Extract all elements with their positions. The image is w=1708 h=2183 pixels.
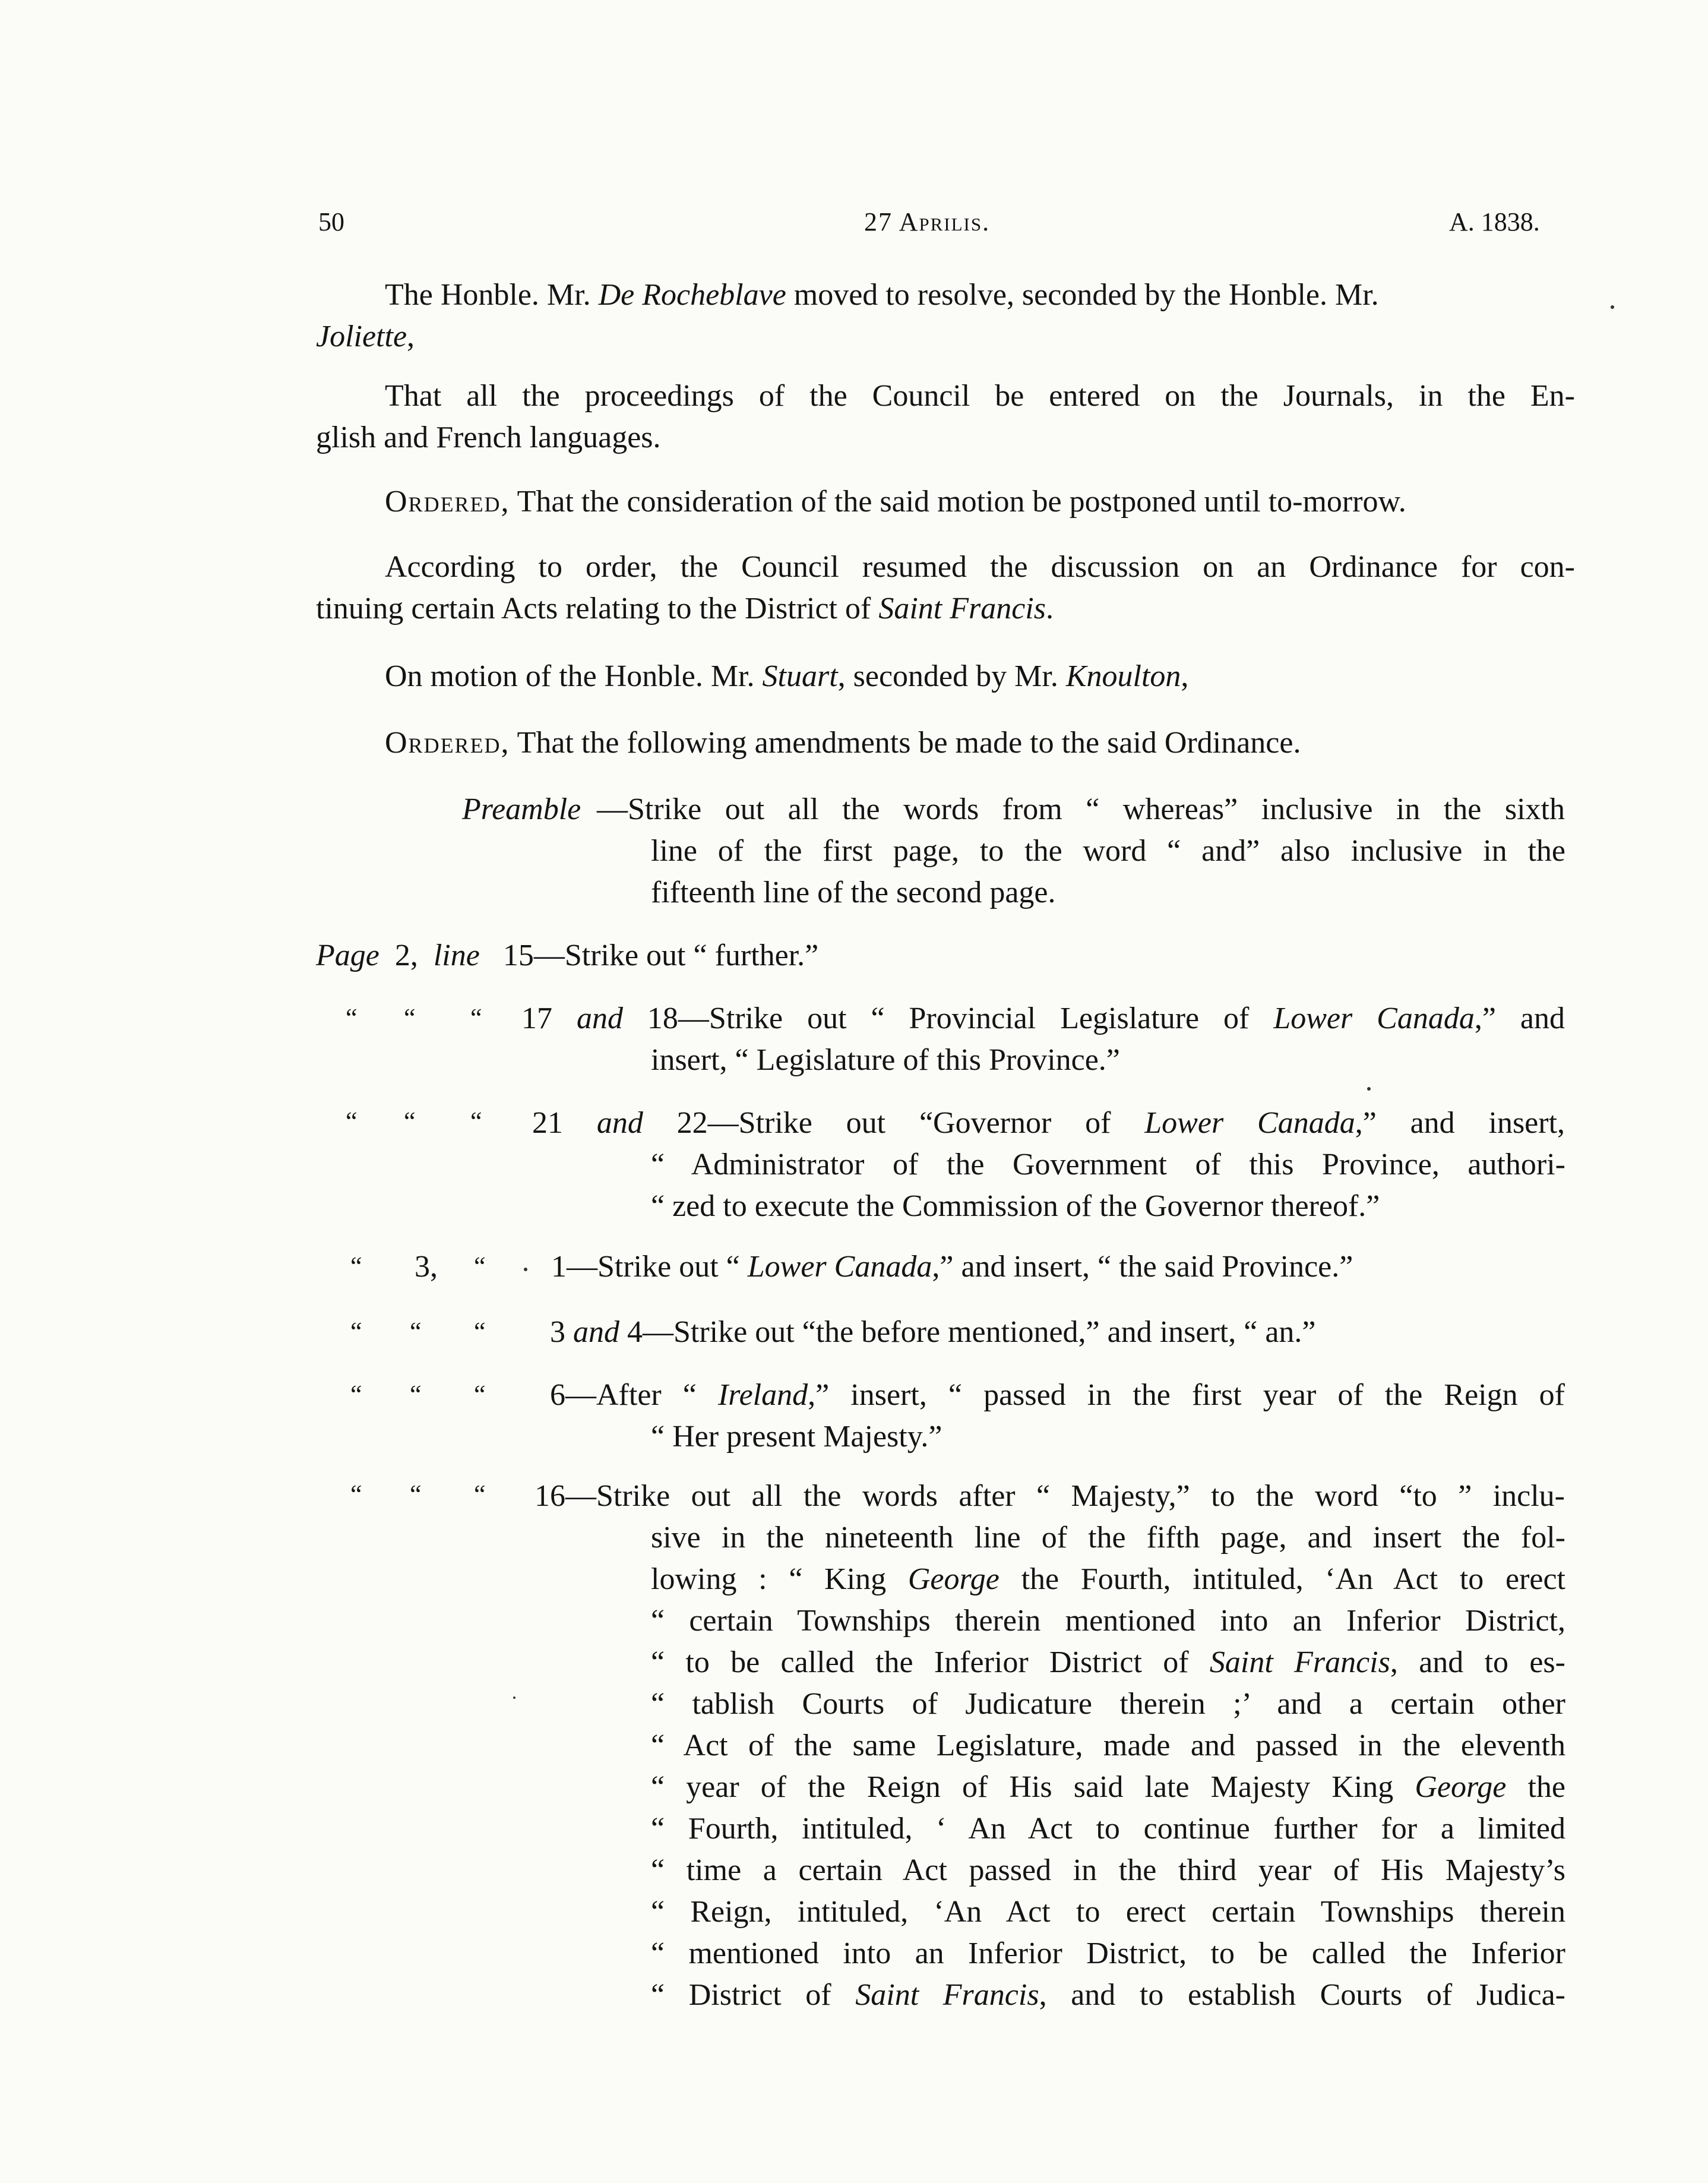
ref: 6 <box>550 1378 565 1412</box>
ref2: 22 <box>676 1106 708 1140</box>
a7-l10: “ time a certain Act passed in the third year of His Majesty’s <box>651 1853 1565 1887</box>
ref1: 21 <box>532 1106 563 1140</box>
para2-line1: That all the proceedings of the Council be entered on the Journals, in the En- <box>385 379 1575 413</box>
amendment-6-cont <box>651 1416 1565 1458</box>
ditto-mark: “ <box>350 1252 362 1281</box>
a3-l1a: —Strike out “Governor of <box>707 1106 1145 1140</box>
a7-l6: “ tablish Courts of Judicature therein ;’ and a certain other <box>651 1687 1565 1721</box>
ref2: 18 <box>647 1002 678 1035</box>
amendment-page2-line15 <box>316 935 818 977</box>
header-year: A. 1838. <box>1449 207 1540 236</box>
para1-text-a: The Honble. Mr. <box>385 278 599 312</box>
a6-l1a: —After “ <box>565 1378 718 1412</box>
and-word: and <box>573 1315 619 1349</box>
amendment-text: —Strike out “ further.” <box>533 939 819 972</box>
and-word: and <box>576 1002 623 1035</box>
a7-l7: “ Act of the same Legislature, made and passed in the eleventh <box>651 1729 1565 1762</box>
para5-b: , seconded by Mr. <box>837 659 1066 693</box>
para4-line2a: tinuing certain Acts relating to the District of <box>316 592 879 625</box>
preamble-line2: line of the first page, to the word “ and” also inclusive in the <box>651 834 1565 868</box>
a7-l8b: the <box>1506 1770 1565 1804</box>
para3-text: That the consideration of the said motion be postponed until to-morrow. <box>510 485 1406 519</box>
ditto-mark: “ <box>350 1480 362 1509</box>
ditto-mark: “ <box>470 1003 482 1032</box>
para5-c: , <box>1181 659 1189 693</box>
preamble-line3: fifteenth line of the second page. <box>651 876 1056 909</box>
ditto-mark: “ <box>474 1480 486 1509</box>
ref: 16 <box>534 1479 565 1513</box>
ref2: 4 <box>627 1315 643 1349</box>
a2-l1i: Lower Canada <box>1273 1002 1475 1035</box>
a7-l11: “ Reign, intituled, ‘An Act to erect certain Townships therein <box>651 1895 1565 1929</box>
a6-l2: “ Her present Majesty.” <box>651 1420 942 1454</box>
a7-l13i: Saint Francis <box>855 1978 1039 2012</box>
ditto-mark: “ <box>410 1380 422 1409</box>
ref: 1 <box>551 1250 567 1284</box>
paragraph-ordered-amendments <box>316 722 1575 764</box>
a6-l1b: ,” insert, “ passed in the first year of the Reign of <box>808 1378 1565 1412</box>
line-ref: 15 <box>502 939 534 972</box>
ditto-mark: “ <box>470 1107 482 1136</box>
para4-line1: According to order, the Council resumed the discussion on an Ordinance for con- <box>385 550 1575 584</box>
mover-name: Stuart <box>762 659 838 693</box>
ditto-mark: “ <box>474 1317 486 1346</box>
amendment-17-18-cont <box>651 1040 1565 1081</box>
line-word: line <box>433 939 480 972</box>
ditto-mark: “ <box>346 1003 358 1032</box>
a3-l1b: ,” and insert, <box>1355 1106 1565 1140</box>
ref1: 3 <box>550 1315 565 1349</box>
a3-l3: “ zed to execute the Commission of the Governor thereof.” <box>651 1189 1380 1223</box>
and-word: and <box>596 1106 643 1140</box>
member-name: De Rocheblave <box>598 278 786 312</box>
ditto-mark: “ <box>350 1380 362 1409</box>
preamble-label-line <box>462 789 581 830</box>
para6-text: That the following amendments be made to the said Ordinance. <box>510 726 1301 760</box>
ditto-mark: “ <box>346 1107 358 1136</box>
paragraph-ordered-postponed <box>316 481 1575 523</box>
a3-l1i: Lower Canada <box>1144 1106 1355 1140</box>
a6-l1i: Ireland <box>717 1378 808 1412</box>
a7-l3a: lowing : “ King <box>651 1562 908 1596</box>
amendment-21-22-cont <box>651 1144 1565 1227</box>
ordered-label: Ordered, <box>385 485 510 519</box>
amendment-6 <box>550 1375 1565 1416</box>
a7-l5a: “ to be called the Inferior District of <box>651 1645 1210 1679</box>
paragraph-motion <box>316 274 1575 358</box>
a4-l1a: —Strike out “ <box>567 1250 748 1284</box>
ditto-mark: “ <box>410 1317 422 1346</box>
a3-l2: “ Administrator of the Government of this Province, authori- <box>651 1148 1565 1181</box>
amendment-16-cont <box>651 1517 1565 2016</box>
ditto-mark: “ <box>350 1317 362 1346</box>
stray-mark <box>1367 1087 1371 1091</box>
ditto-mark: “ <box>474 1252 486 1281</box>
district-name: Saint Francis <box>878 592 1046 625</box>
a7-l3i: George <box>907 1562 1000 1596</box>
a7-l12: “ mentioned into an Inferior District, to be called the Inferior <box>651 1936 1565 1970</box>
paragraph-order-of-day <box>316 546 1575 630</box>
para2-line2: glish and French languages. <box>316 421 661 454</box>
para1-text-b: moved to resolve, seconded by the Honble. Mr. <box>786 278 1379 312</box>
preamble-line1: —Strike out all the words from “ whereas” inclusive in the sixth <box>597 792 1565 826</box>
a7-l3b: the Fourth, intituled, ‘An Act to erect <box>999 1562 1565 1596</box>
amendment-3-4 <box>550 1312 1316 1353</box>
ordered-label-2: Ordered, <box>385 726 510 760</box>
page-no: 2, <box>394 939 418 972</box>
para4-line2b: . <box>1046 592 1054 625</box>
stray-mark <box>524 1268 527 1271</box>
a7-l5i: Saint Francis <box>1209 1645 1390 1679</box>
a7-l13b: , and to establish Courts of Judica- <box>1039 1978 1565 2012</box>
stray-mark <box>1611 305 1614 309</box>
a7-l5b: , and to es- <box>1390 1645 1565 1679</box>
amendment-17-18 <box>521 998 1565 1040</box>
a5-l1: —Strike out “the before mentioned,” and insert, “ an.” <box>643 1315 1316 1349</box>
a7-l9: “ Fourth, intituled, ‘ An Act to continue further for a limited <box>651 1812 1565 1846</box>
ditto-mark: “ <box>410 1480 422 1509</box>
para1-text-c: , <box>407 320 415 353</box>
ref1: 17 <box>521 1002 552 1035</box>
ditto-mark: “ <box>404 1107 416 1136</box>
paragraph-resolution <box>316 375 1575 459</box>
ditto-mark: “ <box>474 1380 486 1409</box>
preamble-amendment <box>597 789 1565 830</box>
a7-l4: “ certain Townships therein mentioned into an Inferior District, <box>651 1604 1565 1638</box>
page-no-3: 3, <box>415 1250 438 1284</box>
preamble-continuation <box>651 830 1565 914</box>
amendment-21-22 <box>532 1102 1565 1144</box>
para5-a: On motion of the Honble. Mr. <box>385 659 763 693</box>
a4-l1i: Lower Canada <box>747 1250 932 1284</box>
a7-l13a: “ District of <box>651 1978 856 2012</box>
a7-l8i: George <box>1415 1770 1507 1804</box>
a2-l2: insert, “ Legislature of this Province.” <box>651 1043 1120 1077</box>
a2-l1a: —Strike out “ Provincial Legislature of <box>678 1002 1274 1035</box>
a7-l1: —Strike out all the words after “ Majesty,” to the word “to ” inclu- <box>565 1479 1565 1513</box>
a7-l2: sive in the nineteenth line of the fifth page, and insert the fol- <box>651 1521 1565 1555</box>
preamble-label: Preamble <box>462 792 581 826</box>
header-date: 27 Aprilis. <box>864 207 991 236</box>
a2-l1b: ,” and <box>1474 1002 1565 1035</box>
a7-l8a: “ year of the Reign of His said late Majesty King <box>651 1770 1415 1804</box>
seconder-name: Joliette <box>316 320 407 353</box>
paragraph-motion-stuart <box>316 656 1575 697</box>
seconder-name-knoulton: Knoulton <box>1065 659 1181 693</box>
a4-l1b: ,” and insert, “ the said Province.” <box>932 1250 1353 1284</box>
amendment-page3-line1 <box>551 1246 1353 1288</box>
stray-mark <box>513 1697 515 1699</box>
amendment-16 <box>534 1476 1565 1517</box>
page-number: 50 <box>318 207 344 236</box>
page-word: Page <box>316 939 379 972</box>
ditto-mark: “ <box>404 1003 416 1032</box>
